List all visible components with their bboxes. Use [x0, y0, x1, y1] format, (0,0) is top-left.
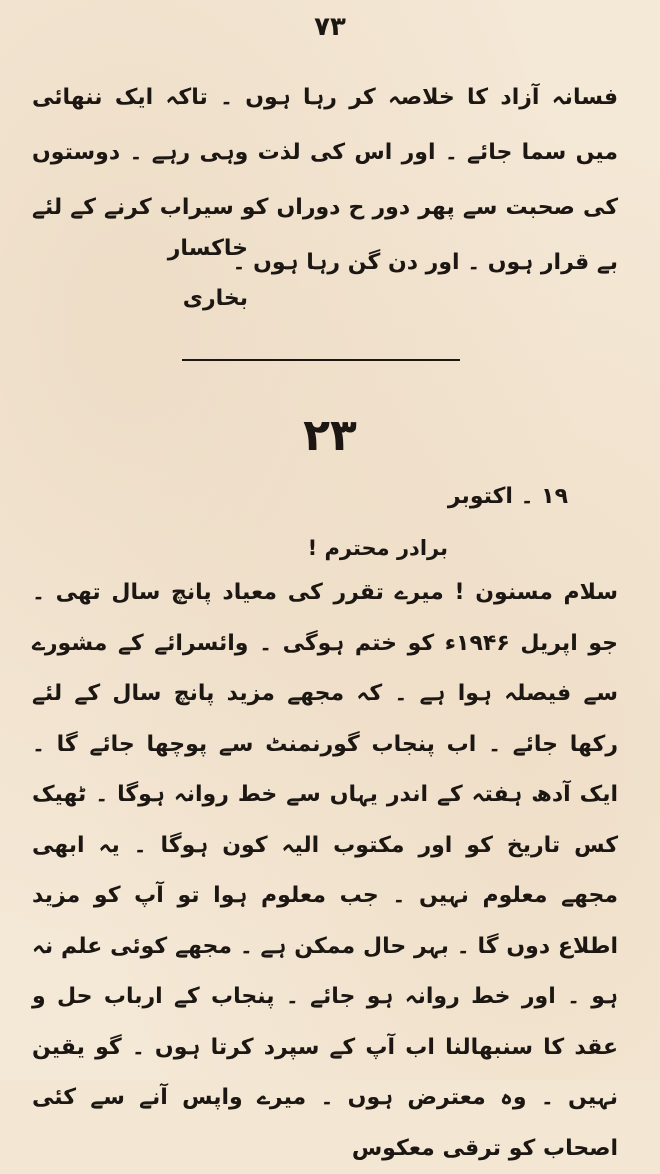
- page-number: ۷۳: [314, 12, 346, 42]
- letter-date: ۱۹ ۔ اکتوبر: [447, 484, 568, 509]
- letter-salutation: برادر محترم !: [307, 536, 448, 560]
- section-divider: [182, 359, 460, 361]
- signoff-name: بخاری: [182, 286, 248, 311]
- letter-number: ۲۳: [303, 410, 357, 461]
- intro-paragraph: فسانہ آزاد کا خلاصہ کر رہا ہوں ۔ تاکہ ایک ننھائی میں سما جائے ۔ اور اس کی لذت وہی رہے ۔ دوستوں کی صحبت سے پھر دور ح دوراں کو سیراب کرنے کے لئے بے قرار ہوں ۔ اور دن گن رہا ہوں ۔: [32, 85, 618, 275]
- signoff-closing: خاکسار: [167, 236, 248, 261]
- letter-body: سلام مسنون ! میرے تقرر کی معیاد پانچ سال تھی ۔ جو اپریل ۱۹۴۶ء کو ختم ہوگی ۔ وائسرائے کے مشورے سے فیصلہ ہوا ہے ۔ کہ مجھے مزید پانچ سال کے لئے رکھا جائے ۔ اب پنجاب گورنمنٹ سے پوچھا جائے گا ۔ ایک آدھ ہفتہ کے اندر یہاں سے خط روانہ ہوگا ۔ ٹھیک کس تاریخ کو اور مکتوب الیہ کون ہوگا ۔ یہ ابھی مجھے معلوم نہیں ۔ جب معلوم ہوا تو آپ کو مزید اطلاع دوں گا ۔ بہر حال ممکن ہے ۔ مجھے کوئی علم نہ ہو ۔ اور خط روانہ ہو جائے ۔ پنجاب کے ارباب حل و عقد کا سنبھالنا اب آپ کے سپرد کرتا ہوں ۔ گو یقین نہیں ۔ وہ معترض ہوں ۔ میرے واپس آنے سے کئی اصحاب کو ترقی معکوس: [32, 580, 618, 1161]
